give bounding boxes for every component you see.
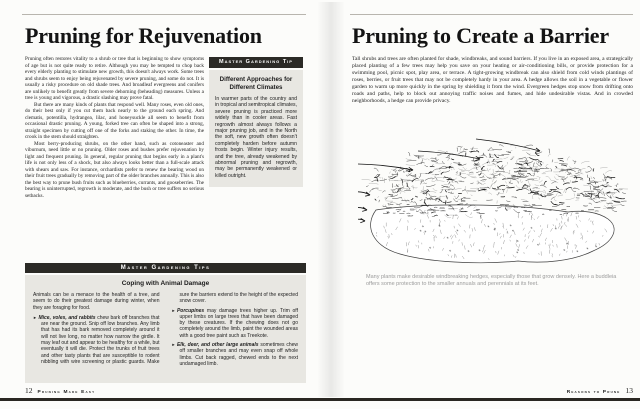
bullet-arrow-icon: ► xyxy=(171,342,176,348)
footer-right xyxy=(352,386,633,395)
tips-intro: Animals can be a menace to the health of a tree, and seem to do their greatest damage during winter, when they are foraging for food. xyxy=(33,292,160,311)
bullet-text: chew bark off branches that are near the ground. Snip off low branches. Any limb that has had its bark removed completely around it will not live long, no matter how narrow the girdle. It may leaf out and appear to be healthy for a while, but eventually it will die. Protect the trunks of fruit trees and other tasty plants that are susceptible to rodent nibbling with wire screening or plastic guards. Make sure the barriers extend to the height of the expected snow cover. xyxy=(41,292,298,365)
page-number-right: 13 xyxy=(625,386,633,395)
footer-left xyxy=(25,386,95,395)
master-gardening-tip-box xyxy=(209,57,303,187)
hedge-illustration xyxy=(358,118,628,268)
bullet-lead: Porcupines xyxy=(176,307,205,314)
running-head-right: Reasons to Prune xyxy=(566,390,621,395)
running-head-left: Pruning Made Easy xyxy=(37,390,96,395)
bullet-lead: Mice, voles, and rabbits xyxy=(38,314,96,321)
tip-box-heading: Different Approaches for Different Climates xyxy=(219,76,293,91)
bullet-text: may damage trees higher up. Trim off upper limbs on large trees that have been damaged by these creatures. If the chewing does not go completely around the limb, paint the wounded areas with a good tree paint such as Treekote. xyxy=(179,307,298,339)
page-title-left: Pruning for Rejuvenation xyxy=(25,23,262,48)
bullet-text: sometimes chew off smaller branches and may even snap off whole limbs. Cut back ragged, chewed ends to the next undamaged limb. xyxy=(179,342,298,367)
tips-columns xyxy=(33,292,298,376)
tip-box-body xyxy=(209,70,303,187)
bullet-arrow-icon: ► xyxy=(171,307,176,313)
tip-box-header: Master Gardening Tip xyxy=(209,57,303,68)
figure-caption: Many plants make desirable windbreaking hedges, especially those that grow densely. Here a buddleia offers some protection to the smaller annuals and perennials at its feet. xyxy=(366,274,617,287)
top-rule-right xyxy=(350,14,633,15)
page-title-right: Pruning to Create a Barrier xyxy=(352,23,609,48)
tip-box-text: In warmer parts of the country and in tropical and semitropical climates, severe pruning is practiced more widely than in cooler areas. Fast regrowth almost always follows a major pruning job, and in the North the soft, new growth often doesn't completely harden before autumn frosts begin. Winter injury results, and the tree, already weakened by abnormal pruning and regrowth, may be permanently weakened or killed outright. xyxy=(215,96,297,179)
body-paragraph: Pruning often restores vitality to a shrub or tree that is beginning to show symptoms of age but is not quite ready to retire. Although you may be tempted to chop back every elderly planting to stimulate new growth, this doesn't always work. Some trees and shrubs seem to enjoy being rejuvenated by severe pruning, and some do not. It is usually a risky procedure on old shade trees. And broadleaf evergreens and conifers are unlikely to benefit greatly from severe dehorning (beheading) measures. Unless a tree is young and vigorous, a drastic slashing may prove fatal. xyxy=(25,56,204,101)
tip-bullet-porcupines xyxy=(172,308,299,339)
right-body-text xyxy=(352,56,633,105)
master-gardening-tips-box xyxy=(25,263,306,383)
bottom-edge-bar xyxy=(0,398,640,401)
body-paragraph: Most berry-producing shrubs, on the other hand, such as cotoneaster and viburnum, need little or no pruning. Older roses and bushes prefer rejuvenation by light and frequent pruning. In general, regular pruning that begins early in a plant's life is not only less of a shock, but also always looks better than a full-scale attack with shears and saw. For instance, orchardists prefer to renew the bearing wood on their fruit trees gradually by removing part of the older branches annually. This is also the best way to prune bush fruits such as blueberries, currants, and gooseberries. The bearing is uninterrupted, regrowth is moderate, and the bush or tree suffers no serious setbacks. xyxy=(25,140,204,199)
page-gutter xyxy=(317,2,345,397)
tips-box-header: Master Gardening Tips xyxy=(25,263,306,273)
bullet-arrow-icon: ► xyxy=(33,314,37,320)
page-number-left: 12 xyxy=(25,386,33,395)
body-paragraph: But there are many kinds of plants that respond well. Many roses, even old ones, do their best only if you cut them back nearly to the ground each spring. And clematis, potentilla, hydrangea, lilac, and honeysuckle all seem to benefit from occasional drastic pruning. A young, forked tree can often be shaped into a strong, straight specimen by cutting off one of the forks and staking the other. In time, the crook in the stem should straighten. xyxy=(25,101,204,140)
bullet-lead: Elk, deer, and other large animals xyxy=(176,342,259,349)
tip-bullet-elk-deer xyxy=(172,342,299,367)
tips-box-body xyxy=(25,275,306,383)
tips-box-heading: Coping with Animal Damage xyxy=(121,280,210,287)
left-body-text xyxy=(25,56,204,199)
top-rule-left xyxy=(22,14,306,15)
body-paragraph: Tall shrubs and trees are often planted for shade, windbreaks, and sound barriers. If you live in an exposed area, a strategically placed planting of a few trees may help you save on your heating or air-conditioning bills, or provide protection for a swimming pool, picnic spot, play area, or terrace. A tight-growing windbreak can also shield from cold winds plantings of roses, berries, or fruit trees that may not be completely hardy in your area. A hedge allows the soil in a vegetable or flower garden to warm up more quickly in the spring by shielding it from the wind. Evergreen hedges stop snow from drifting onto roads and paths, help to block out annoying traffic noises and fumes, and hide undesirable vistas. And in crowded neighborhoods, a hedge can provide privacy. xyxy=(352,56,633,104)
